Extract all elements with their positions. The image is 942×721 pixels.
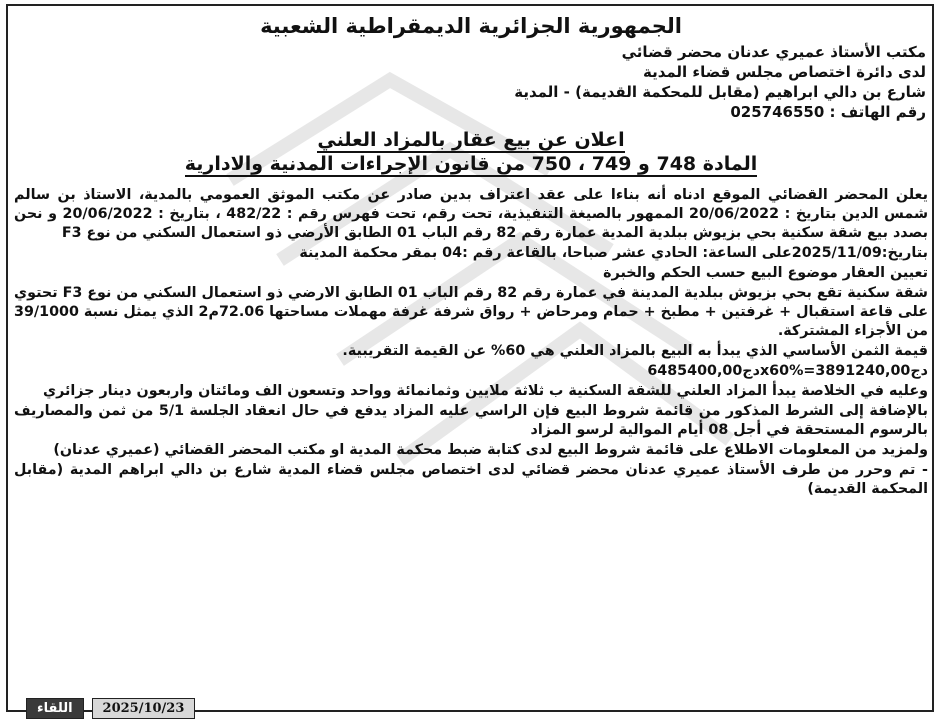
office-header xyxy=(14,42,926,122)
body-paragraph-info: ولمزيد من المعلومات الاطلاع على قائمة شروط البيع لدى كتابة ضبط محكمة المدية او مكتب المحضر القضائي (عميري عدنان) xyxy=(53,442,928,458)
announcement-title xyxy=(14,128,928,152)
body-paragraph-base-price: قيمة الثمن الأساسي الذي يبدأ به البيع بالمزاد العلني هي 60% عن القيمة التقريبية. xyxy=(342,343,928,359)
announcement-subtitle xyxy=(14,152,928,176)
publication-footer xyxy=(26,698,195,719)
republic-heading: الجمهورية الجزائرية الديمقراطية الشعبية xyxy=(260,14,682,38)
office-address: شارع بن دالي ابراهيم (مقابل للمحكمة القديمة) - المدية xyxy=(514,83,926,101)
body-paragraph-summary: وعليه في الخلاصة يبدأ المزاد العلني للشقة السكنية ب ثلاثة ملايين وثمانمائة وواحد وتسعون الف ومائتان واربعون دينار جزائري xyxy=(43,383,928,399)
announcement-content xyxy=(14,8,928,698)
body-paragraph-conditions: بالإضافة إلى الشرط المذكور من قائمة شروط البيع فإن الراسي عليه المزاد يدفع في حال انعقاد الجلسة 5/1 من ثمن والمصاريف بالرسوم المستحقة في أجل 08 أيام الموالية لرسو المزاد xyxy=(14,403,928,438)
body-paragraph-signature: - تم وحرر من طرف الأستاذ عميري عدنان محضر قضائي لدى اختصاص مجلس قضاء المدية شارع بن دالي ابراهم المدية (مقابل المحكمة القديمة) xyxy=(14,462,928,497)
office-phone: رقم الهاتف : 025746550 xyxy=(730,103,926,121)
body-paragraph-description: شقة سكنية تقع بحي بزيوش ببلدية المدينة في عمارة رقم 82 رقم الباب 01 الطابق الارضي ذو استعمال السكني من نوع F3 تحتوي على قاعة استقبال + غرفتين + مطبخ + حمام ومرحاض + رواق شرفة غرفة مهملات مساحتها 72.06م2 الذي يمثل نسبة 39/1000 من الأجزاء المشتركة. xyxy=(14,285,928,339)
announcement-body xyxy=(14,186,928,499)
body-paragraph-designation: تعيين العقار موضوع البيع حسب الحكم والخبرة xyxy=(603,265,928,281)
body-paragraph-intro: يعلن المحضر القضائي الموقع ادناه أنه بناءا على عقد اعتراف بدين صادر عن مكتب الموثق العمومي بالمدية، الاستاذ بن سالم شمس الدين بتاريخ : 20/06/2022 الممهور بالصيغة التنفيذية، تحت رقم، تحت فهرس رقم : 482/22 ، بتاريخ : 20/06/2022 و نحن بصدد بيع شقة سكنية بحي بزيوش ببلدية المدية عمارة رقم 82 رقم الباب 01 الطابق الأرضي ذو استعمال السكني من نوع F3 xyxy=(14,187,929,241)
publication-date-badge: 2025/10/23 xyxy=(92,698,196,719)
body-paragraph-date: بتاريخ:2025/11/09على الساعة: الحادي عشر صباحا، بالقاعة رقم :04 بمقر محكمة المدينة xyxy=(299,245,928,261)
office-jurisdiction: لدى دائرة اختصاص مجلس قضاء المدية xyxy=(642,63,926,81)
body-paragraph-calculation: 6485400,00دجx60%=3891240,00دج xyxy=(647,363,928,379)
office-name: مكتب الأستاذ عميري عدنان محضر قضائي xyxy=(621,43,926,61)
newspaper-name-badge: اللقاء xyxy=(26,698,84,719)
announcement-title-text: اعلان عن بيع عقار بالمزاد العلني xyxy=(317,129,625,151)
announcement-subtitle-text: المادة 748 و 749 ، 750 من قانون الإجراءات المدنية والادارية xyxy=(184,153,758,175)
